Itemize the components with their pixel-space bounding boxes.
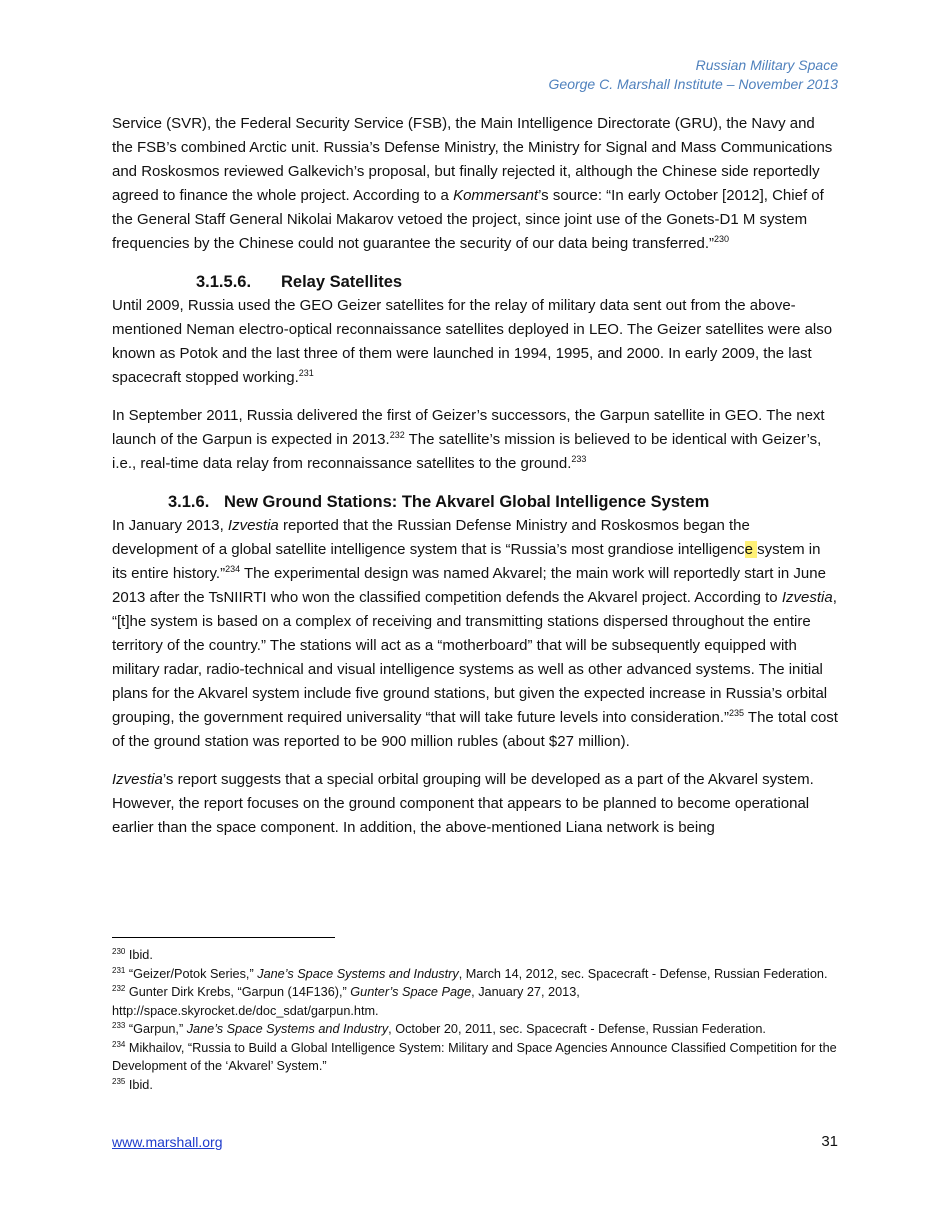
- running-header: [549, 56, 838, 94]
- text-highlight: e: [744, 541, 758, 558]
- page-number: 31: [821, 1133, 838, 1150]
- footnote-235: $^{235}$ Ibid.: [112, 1076, 153, 1092]
- main-body: [112, 112, 838, 854]
- paragraph-3: In September 2011, Russia delivered the first of Geizer’s successors, the Garpun satellite in GEO. The next launch of the Garpun is expected in 2013.$^{232}$ The satellite’s mission is believed to be identical with Geizer’s, i.e., real-time data relay from reconnaissance satellites to the ground.$^{233}$: [112, 407, 825, 472]
- footnote-ref-234[interactable]: 234: [225, 564, 241, 574]
- footnote-231: $^{231}$ “Geizer/Potok Series,” Jane’s Space Systems and Industry, March 14, 2012, sec. Spacecraft - Defense, Russian Federation.: [112, 965, 828, 981]
- footnote-ref-230[interactable]: 230: [714, 234, 730, 244]
- footer-website-link[interactable]: www.marshall.org: [112, 1134, 223, 1150]
- header-subtitle: George C. Marshall Institute – November 2013: [548, 76, 838, 92]
- footnote-234: $^{234}$ Mikhailov, “Russia to Build a Global Intelligence System: Military and Space Agencies Announce Classified Competition for the Development of the ‘Akvarel’ System.”: [112, 1039, 837, 1073]
- paragraph-4: In January 2013, Izvestia reported that the Russian Defense Ministry and Roskosmos began the development of a global satellite intelligence system that is “Russia’s most grandiose intelligence system in its entire history.”$^{234}$ The experimental design was named Akvarel; the main work will reportedly start in June 2013 after the TsNIIRTI who won the classified competition defends the Akvarel project. According to Izvestia, “[t]he system is based on a complex of receiving and transmitting stations dispersed throughout the entire territory of the country.” The stations will act as a “motherboard” that will be subsequently equipped with military radar, radio-technical and visual intelligence systems as well as other advanced systems. The initial plans for the Akvarel system include five ground stations, but given the expected increase in Russia’s orbital grouping, the government required universality “that will take future levels into consideration.”$^{235}$ The total cost of the ground station was reported to be 900 million rubles (about $27 million).: [112, 517, 838, 750]
- paragraph-5: Izvestia’s report suggests that a special orbital grouping will be developed as a part of the Akvarel system. However, the report focuses on the ground component that appears to be planned to become operational earlier than the space component. In addition, the above-mentioned Liana network is being: [112, 771, 814, 836]
- section-heading-akvarel: 3.1.6. New Ground Stations: The Akvarel Global Intelligence System: [168, 493, 710, 511]
- footnote-233: $^{233}$ “Garpun,” Jane’s Space Systems and Industry, October 20, 2011, sec. Spacecraft - Defense, Russian Federation.: [112, 1021, 766, 1036]
- section-heading-relay-satellites: 3.1.5.6. Relay Satellites: [196, 273, 403, 291]
- paragraph-1: Service (SVR), the Federal Security Service (FSB), the Main Intelligence Directorate (GRU), the Navy and the FSB’s combined Arctic unit. Russia’s Defense Ministry, the Ministry for Signal and Mass Communications and Roskosmos reviewed Galkevich’s proposal, but finally rejected it, although the Chinese side reportedly agreed to finance the whole project. According to a Kommersant’s source: “In early October [2012], Chief of the General Staff General Nikolai Makarov vetoed the project, since joint use of the Gonets-D1 M system frequencies by the Chinese could not guarantee the security of our data being transferred.”$^{230}$: [112, 115, 833, 252]
- footnote-230: $^{230}$ Ibid.: [112, 947, 153, 962]
- paragraph-2: Until 2009, Russia used the GEO Geizer satellites for the relay of military data sent out from the above-mentioned Neman electro-optical reconnaissance satellites deployed in LEO. The Geizer satellites were also known as Potok and the last three of them were launched in 1994, 1995, and 2000. In early 2009, the last spacecraft stopped working.$^{231}$: [112, 297, 833, 386]
- footnote-ref-232[interactable]: 232: [389, 430, 405, 440]
- footnote-ref-231[interactable]: 231: [298, 368, 314, 378]
- footnote-ref-235[interactable]: 235: [729, 708, 745, 718]
- header-title: Russian Military Space: [695, 57, 838, 73]
- footnote-232: $^{232}$ Gunter Dirk Krebs, “Garpun (14F136),” Gunter’s Space Page, January 27, 2013, http://space.skyrocket.de/doc_sdat/garpun.htm.: [112, 984, 580, 1018]
- footnote-ref-233[interactable]: 233: [571, 454, 587, 464]
- footnotes: [112, 946, 838, 1094]
- footnote-separator: [112, 937, 335, 938]
